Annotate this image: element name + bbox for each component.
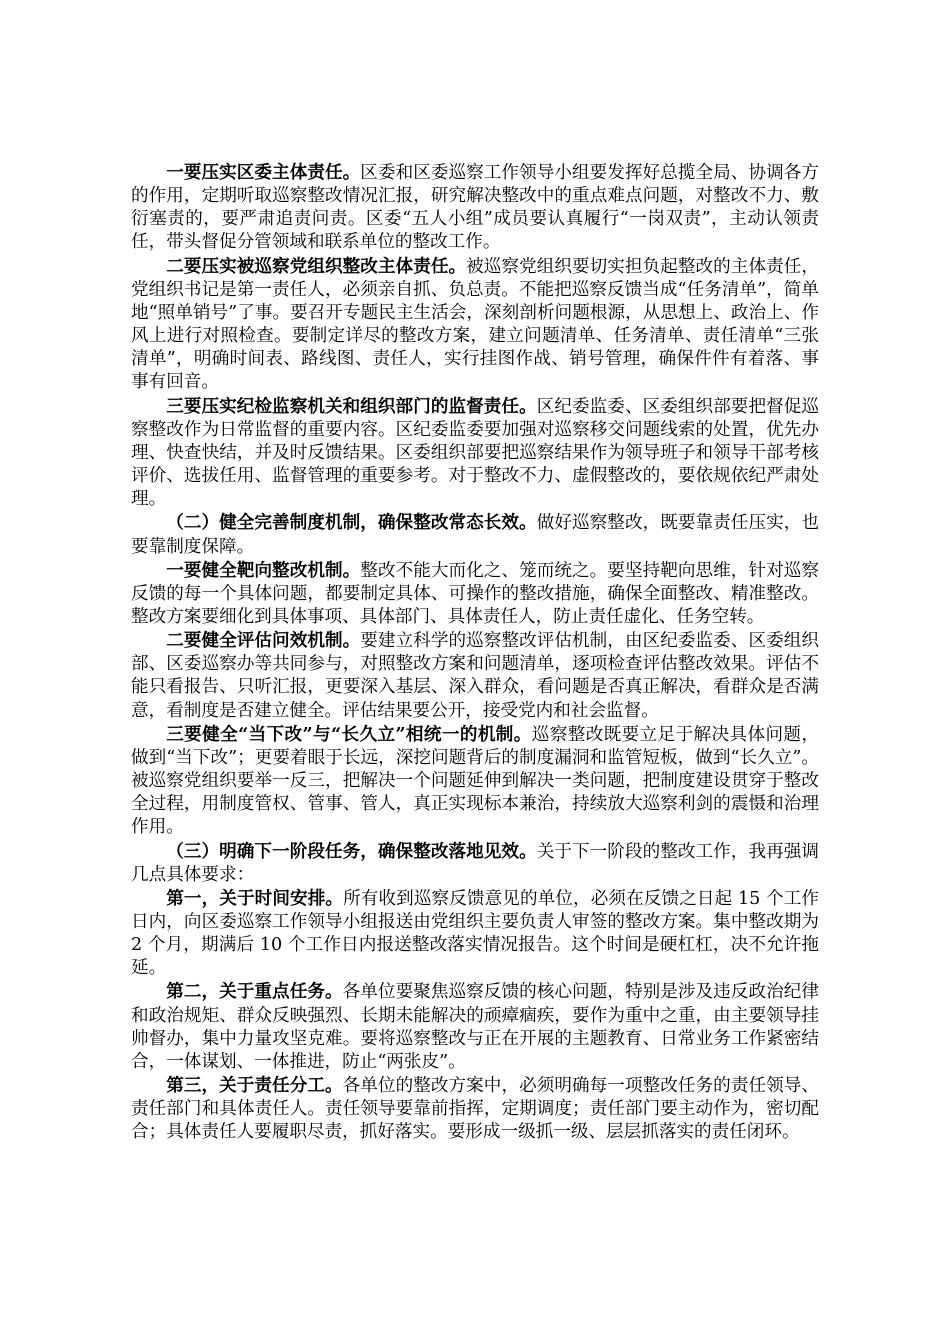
paragraph-7-lead: 三要健全“当下改”与“长久立”相统一的机制。 xyxy=(166,723,532,745)
paragraph-6-lead: 二要健全评估问效机制。 xyxy=(166,630,361,652)
section-heading-3-lead: （三）明确下一阶段任务，确保整改落地见效。 xyxy=(166,840,537,862)
paragraph-2-lead: 二要压实被巡察党组织整改主体责任。 xyxy=(166,255,467,277)
paragraph-9-lead: 第一，关于时间安排。 xyxy=(166,887,344,909)
paragraph-6 xyxy=(131,629,819,723)
paragraph-1-text: 区委和区委巡察工作领导小组要发挥好总揽全局、协调各方的作用，定期听取巡察整改情况汇报，研究解决整改中的重点难点问题，对整改不力、敷衍塞责的，要严肃追责问责。区委“五人小组”成员要认真履行“一岗双责”，主动认领责任，带头督促分管领域和联系单位的整改工作。 xyxy=(131,163,819,253)
paragraph-7 xyxy=(131,723,819,840)
paragraph-1 xyxy=(131,161,819,255)
paragraph-2-text: 被巡察党组织要切实担负起整改的主体责任，党组织书记是第一责任人，必须亲自抓、负总责。不能把巡察反馈当成“任务清单”，简单地“照单销号”了事。要召开专题民主生活会，深刻剖析问题根源，从思想上、政治上、作风上进行对照检查。要制定详尽的整改方案，建立问题清单、任务清单、责任清单“三张清单”，明确时间表、路线图、责任人，实行挂图作战、销号管理，确保件件有着落、事事有回音。 xyxy=(131,256,819,393)
document-page xyxy=(131,161,819,1145)
paragraph-10-text: 各单位要聚焦巡察反馈的核心问题，特别是涉及违反政治纪律和政治规矩、群众反映强烈、长期未能解决的顽瘴痼疾，要作为重中之重，由主要领导挂帅督办，集中力量攻坚克难。要将巡察整改与正在开展的主题教育、日常业务工作紧密结合，一体谋划、一体推进，防止“两张皮”。 xyxy=(131,982,819,1072)
paragraph-1-lead: 一要压实区委主体责任。 xyxy=(166,162,361,183)
paragraph-5 xyxy=(131,559,819,629)
section-heading-3 xyxy=(131,840,819,887)
paragraph-11 xyxy=(131,1074,819,1144)
paragraph-10-lead: 第二，关于重点任务。 xyxy=(166,981,343,1003)
paragraph-9 xyxy=(131,887,819,981)
paragraph-6-text: 要建立科学的巡察整改评估机制，由区纪委监委、区委组织部、区委巡察办等共同参与，对照整改方案和问题清单，逐项检查评估整改效果。评估不能只看报告、只听汇报，更要深入基层、深入群众，看问题是否真正解决，看群众是否满意，看制度是否建立健全。评估结果要公开，接受党内和社会监督。 xyxy=(131,631,819,721)
paragraph-11-lead: 第三，关于责任分工。 xyxy=(166,1075,343,1097)
section-heading-2-text: 做好巡察整改，既要靠责任压实，也要靠制度保障。 xyxy=(131,513,819,557)
paragraph-3-text: 区纪委监委、区委组织部要把督促巡察整改作为日常监督的重要内容。区纪委监委要加强对巡察移交问题线索的处置，优先办理、快查快结，并及时反馈结果。区委组织部要把巡察结果作为领导班子和领导干部考核评价、选拔任用、监督管理的重要参考。对于整改不力、虚假整改的，要依规依纪严肃处理。 xyxy=(131,396,819,510)
section-heading-3-text: 关于下一阶段的整改工作，我再强调几点具体要求： xyxy=(131,841,819,885)
paragraph-3 xyxy=(131,395,819,512)
paragraph-7-text: 巡察整改既要立足于解决具体问题，做到“当下改”；更要着眼于长远，深挖问题背后的制度漏洞和监管短板，做到“长久立”。被巡察党组织要举一反三，把解决一个问题延伸到解决一类问题，把制度建设贯穿于整改全过程，用制度管权、管事、管人，真正实现标本兼治，持续放大巡察利剑的震慑和治理作用。 xyxy=(131,724,819,838)
paragraph-5-text: 整改不能大而化之、笼而统之。要坚持靶向思维，针对巡察反馈的每一个具体问题，都要制定具体、可操作的整改措施，确保全面整改、精准整改。整改方案要细化到具体事项、具体部门、具体责任人，防止责任虚化、任务空转。 xyxy=(131,560,819,627)
section-heading-2-lead: （二）健全完善制度机制，确保整改常态长效。 xyxy=(166,512,537,534)
paragraph-2 xyxy=(131,255,819,395)
paragraph-9-text: 所有收到巡察反馈意见的单位，必须在反馈之日起 15 个工作日内，向区委巡察工作领导小组报送由党组织主要负责人审签的整改方案。集中整改期为 2 个月，期满后 10 个工作日内报送整改落实情况报告。这个时间是硬杠杠，决不允许拖延。 xyxy=(131,888,819,979)
paragraph-10 xyxy=(131,980,819,1074)
paragraph-11-text: 各单位的整改方案中，必须明确每一项整改任务的责任领导、责任部门和具体责任人。责任领导要靠前指挥，定期调度；责任部门要主动作为，密切配合；具体责任人要履职尽责，抓好落实。要形成一级抓一级、层层抓落实的责任闭环。 xyxy=(131,1076,819,1143)
paragraph-5-lead: 一要健全靶向整改机制。 xyxy=(166,559,361,581)
section-heading-2 xyxy=(131,511,819,558)
paragraph-3-lead: 三要压实纪检监察机关和组织部门的监督责任。 xyxy=(166,395,537,417)
